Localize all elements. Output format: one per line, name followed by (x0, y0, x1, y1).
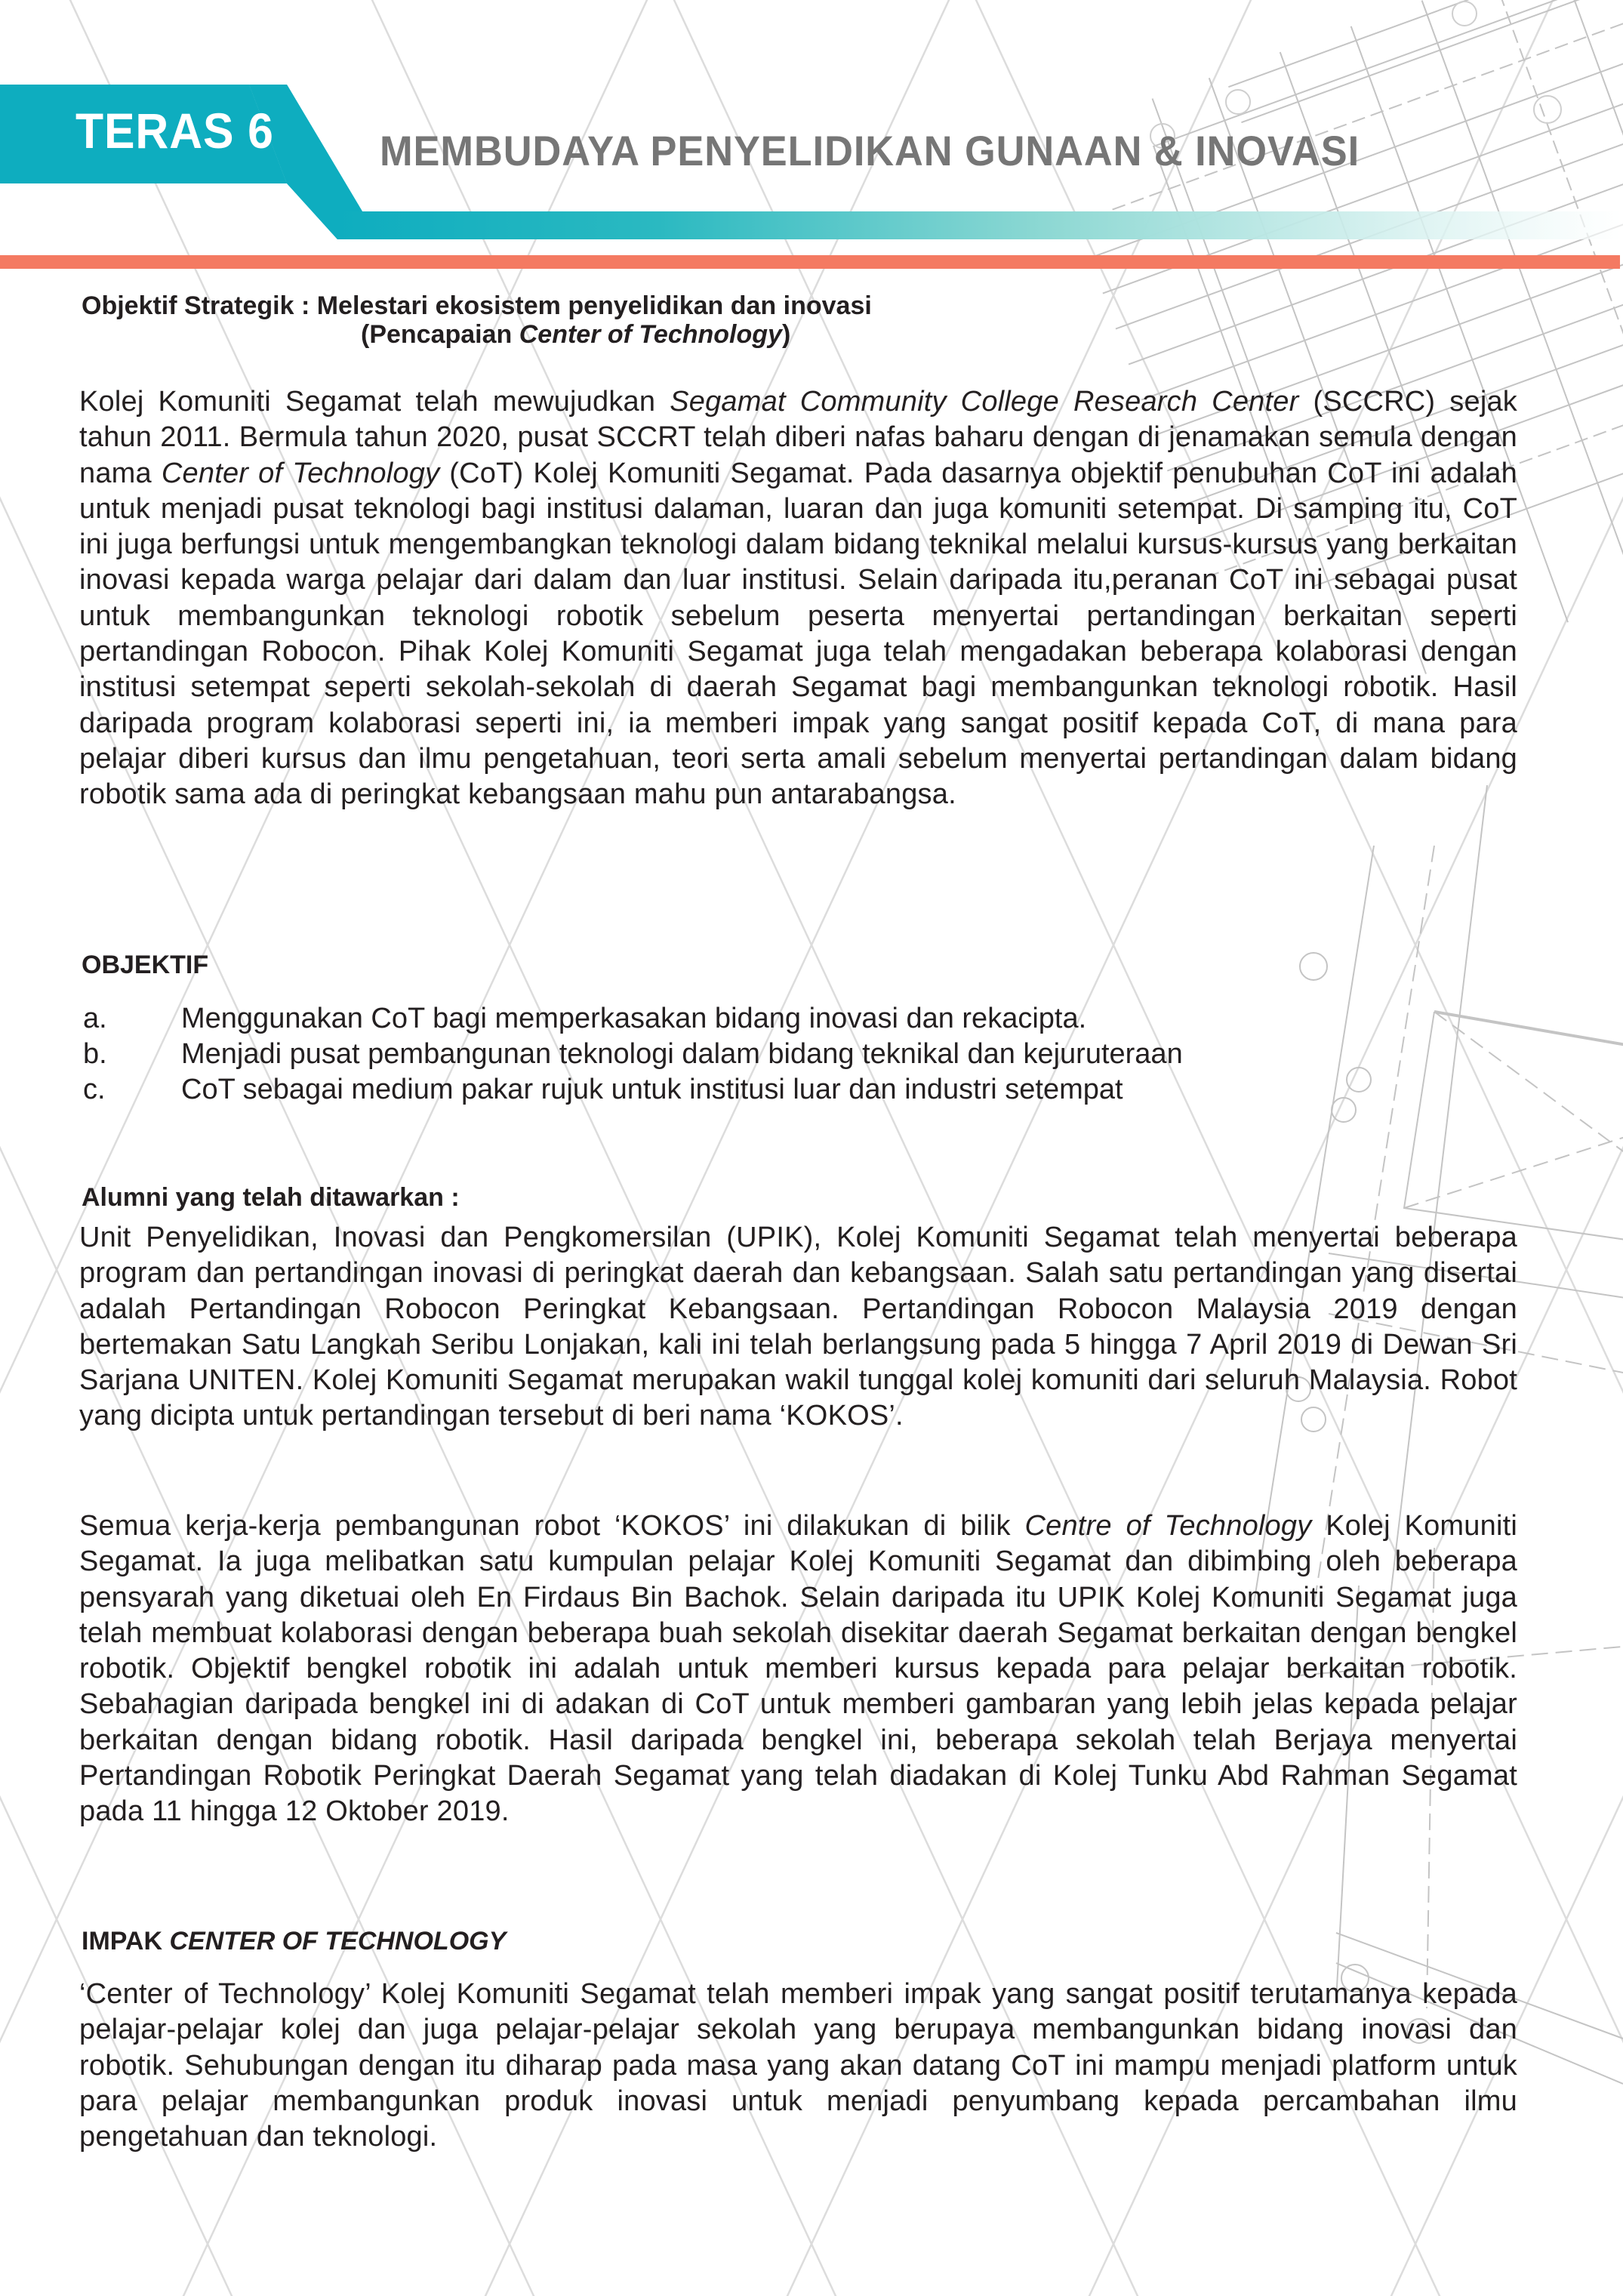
intro-paragraph (79, 384, 1517, 813)
strategic-objective-subheading (361, 320, 790, 349)
list-item-text: Menjadi pusat pembangunan teknologi dalam bidang teknikal dan kejuruteraan (181, 1038, 1183, 1070)
subheading-prefix: (Pencapaian (361, 320, 519, 349)
impak-heading-prefix: IMPAK (82, 1927, 170, 1955)
impak-paragraph: ‘Center of Technology’ Kolej Komuniti Segamat telah memberi impak yang sangat positif terutamanya kepada pelajar-pelajar kolej dan juga pelajar-pelajar sekolah yang berupaya membangunkan bidang inovasi dan robotik. Sehubungan dengan itu diharap pada masa yang akan datang CoT ini mampu menjadi platform untuk para pelajar membangunkan produk inovasi untuk menjadi penyumbang kepada percambahan ilmu pengetahuan dan teknologi. (79, 1978, 1517, 2153)
impak-heading-italic: CENTER OF TECHNOLOGY (169, 1927, 507, 1955)
strategic-objective-heading: Objektif Strategik : Melestari ekosistem penyelidikan dan inovasi (82, 291, 872, 320)
objektif-heading: OBJEKTIF (82, 951, 209, 979)
page-title: MEMBUDAYA PENYELIDIKAN GUNAAN & INOVASI (380, 127, 1360, 174)
alumni-heading: Alumni yang telah ditawarkan : (82, 1183, 460, 1212)
alumni-p2-italic: Centre of Technology (1024, 1510, 1312, 1542)
alumni-p2-text-b: Kolej Komuniti Segamat. Ia juga melibatkan satu kumpulan pelajar Kolej Komuniti Segamat dan dibimbing oleh beberapa pensyarah yang diketuai oleh En Firdaus Bin Bachok. Selain daripada itu UPIK Kolej Komuniti Segamat juga telah membuat kolaborasi dengan beberapa buah sekolah disekitar daerah Segamat berkaitan dengan bengkel robotik. Objektif bengkel robotik ini adalah untuk memberi kursus kepada para pelajar berkaitan robotik. Sebahagian daripada bengkel ini di adakan di CoT untuk memberi gambaran yang lebih jelas kepada pelajar berkaitan dengan bidang robotik. Hasil daripada bengkel ini, beberapa sekolah telah Berjaya menyertai Pertandingan Robotik Peringkat Daerah Segamat yang telah diadakan di Kolej Tunku Abd Rahman Segamat pada 11 hingga 12 Oktober 2019. (79, 1510, 1517, 1828)
impak-heading (82, 1927, 506, 1955)
alumni-paragraph-2 (79, 1509, 1517, 1830)
intro-text-b: (SCCRC) sejak tahun 2011. Bermula tahun 2020, pusat SCCRT telah diberi nafas baharu dengan di jenamakan semula dengan nama (79, 386, 1517, 489)
list-marker: c. (83, 1074, 106, 1105)
teras-badge-label: TERAS 6 (75, 103, 274, 159)
orange-divider-bar (0, 255, 1620, 269)
intro-text-a: Kolej Komuniti Segamat telah mewujudkan (79, 386, 670, 418)
intro-italic-a: Segamat Community College Research Center (670, 386, 1299, 418)
alumni-paragraph-1: Unit Penyelidikan, Inovasi dan Pengkomersilan (UPIK), Kolej Komuniti Segamat telah menyertai beberapa program dan pertandingan inovasi di peringkat daerah dan kebangsaan. Salah satu pertandingan yang disertai adalah Pertandingan Robocon Peringkat Kebangsaan. Pertandingan Robocon Malaysia 2019 dengan bertemakan Satu Langkah Seribu Lonjakan, kali ini telah berlangsung pada 5 hingga 7 April 2019 di Dewan Sri Sarjana UNITEN. Kolej Komuniti Segamat merupakan wakil tunggal kolej komuniti dari seluruh Malaysia. Robot yang dicipta untuk pertandingan tersebut di beri nama ‘KOKOS’. (79, 1222, 1517, 1432)
list-item (83, 1072, 1183, 1108)
list-item (83, 1037, 1183, 1072)
subheading-italic: Center of Technology (519, 320, 782, 349)
list-marker: b. (83, 1038, 107, 1070)
alumni-p2-text-a: Semua kerja-kerja pembangunan robot ‘KOKOS’ ini dilakukan di bilik (79, 1510, 1025, 1542)
list-item-text: CoT sebagai medium pakar rujuk untuk institusi luar dan industri setempat (181, 1074, 1123, 1105)
intro-italic-b: Center of Technology (161, 457, 440, 489)
list-item-text: Menggunakan CoT bagi memperkasakan bidang inovasi dan rekacipta. (181, 1003, 1087, 1034)
intro-text-c: (CoT) Kolej Komuniti Segamat. Pada dasarnya objektif penubuhan CoT ini adalah untuk menjadi pusat teknologi bagi institusi dalaman, luaran dan juga komuniti setempat. Di samping itu, CoT ini juga berfungsi untuk mengembangkan teknologi dalam bidang teknikal melalui kursus-kursus yang berkaitan inovasi kepada warga pelajar dari dalam dan luar institusi. Selain daripada itu,peranan CoT ini sebagai pusat untuk membangunkan teknologi robotik sebelum peserta menyertai pertandingan berkaitan seperti pertandingan Robocon. Pihak Kolej Komuniti Segamat juga telah mengadakan beberapa kolaborasi dengan institusi setempat seperti sekolah-sekolah di daerah Segamat bagi membangunkan teknologi robotik. Hasil daripada program kolaborasi seperti ini, ia memberi impak yang sangat positif kepada CoT, di mana para pelajar diberi kursus dan ilmu pengetahuan, teori serta amali sebelum menyertai pertandingan dalam bidang robotik sama ada di peringkat kebangsaan mahu pun antarabangsa. (79, 457, 1517, 811)
list-item (83, 1001, 1183, 1037)
teal-gradient-bar (337, 211, 1623, 239)
list-marker: a. (83, 1003, 107, 1034)
subheading-suffix: ) (781, 320, 791, 349)
objektif-list (83, 1001, 1183, 1108)
